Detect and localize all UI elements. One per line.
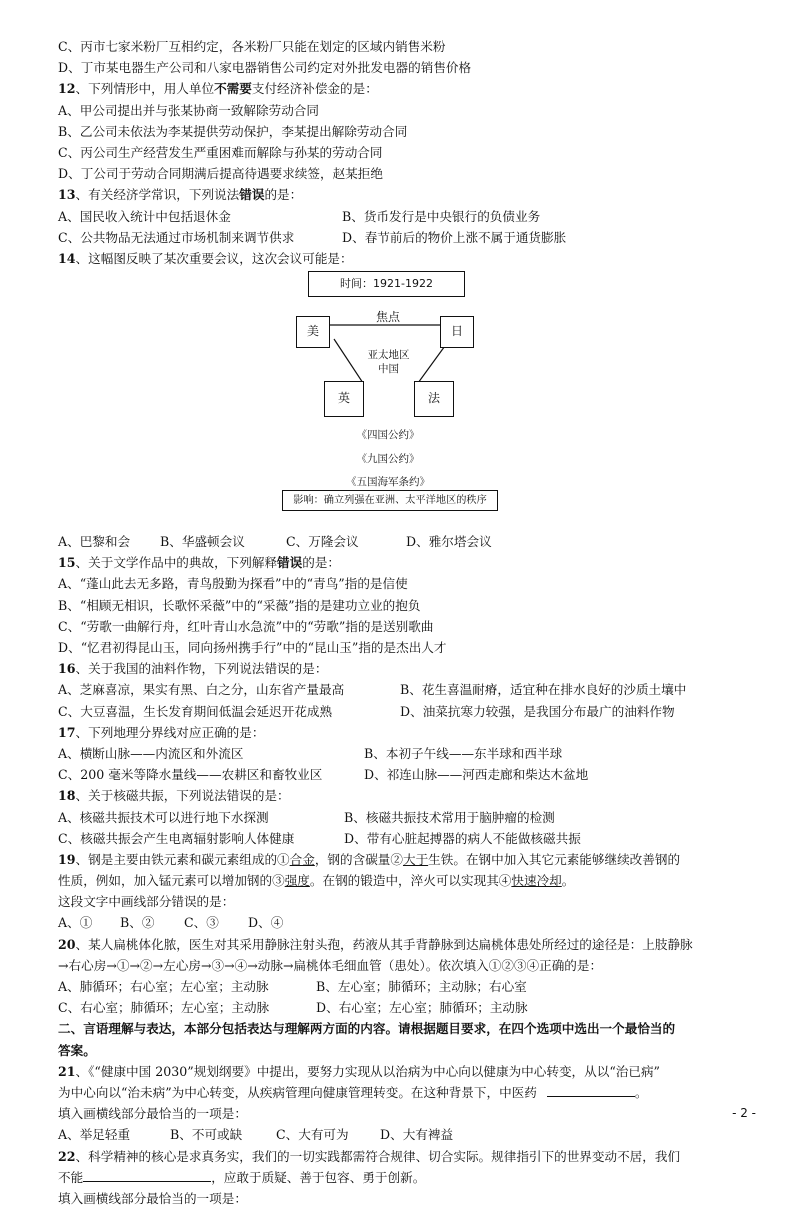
q17-option-d: D、祁连山脉——河西走廊和柴达木盆地 [364, 767, 589, 783]
q19-underline-3: 强度 [284, 873, 310, 889]
q13-keyword: 错误 [239, 187, 265, 203]
q13-option-a: A、国民收入统计中包括退休金 [58, 208, 231, 224]
china-label: 中国 [378, 363, 399, 376]
q22-stem-line1 [58, 1146, 758, 1167]
q18-option-c: C、核磁共振会产生电离辐射影响人体健康 [58, 830, 295, 846]
q22-answer-blank [83, 1168, 211, 1182]
q19-underline-1: 合金 [289, 851, 315, 867]
q21-option-c: C、大有可为 [276, 1127, 349, 1143]
q22-text-2b: ，应敢于质疑、善于包容、勇于创新。 [211, 1169, 426, 1185]
q20-stem-line1 [58, 934, 758, 955]
q15-option-c: C、“劳歌一曲解行舟，红叶青山水急流”中的“劳歌”指的是送别歌曲 [58, 618, 434, 634]
q20-option-b: B、左心室；肺循环；主动脉；右心室 [316, 979, 527, 994]
q19-number: 19 [58, 851, 76, 867]
q13-stem [58, 184, 758, 205]
q17-option-c: C、200 毫米等降水量线——农耕区和畜牧业区 [58, 767, 323, 783]
q12-option-b: B、乙公司未依法为李某提供劳动保护，李某提出解除劳动合同 [58, 123, 408, 139]
q17-stem-text: 、下列地理分界线对应正确的是： [75, 724, 265, 740]
q14-stem-text: 、这幅图反映了某次重要会议，这次会议可能是： [75, 250, 353, 266]
q19-option-b: B、② [120, 915, 155, 931]
q15-option-b: B、“相顾无相识，长歌怀采薇”中的“采薇”指的是建功立业的抱负 [58, 597, 421, 613]
uk-label: 英 [337, 391, 350, 406]
q15-stem [58, 552, 758, 573]
section-2-heading-line2: 答案。 [58, 1042, 96, 1058]
q13-option-b: B、货币发行是中央银行的负债业务 [342, 208, 541, 224]
q13-option-c: C、公共物品无法通过市场机制来调节供求 [58, 229, 295, 245]
q16-options-row1 [58, 679, 758, 700]
q15-option-d: D、“忆君初得昆山玉，同向扬州携手行”中的“昆山玉”指的是杰出人才 [58, 640, 447, 655]
q15-number: 15 [58, 555, 76, 571]
q18-options-row1 [58, 807, 758, 828]
q19-options [58, 912, 758, 933]
q21-text-2: 为中心向以“治未病”为中心转变，从疾病管理向健康管理转变。在这种背景下，中医药 [58, 1084, 537, 1100]
q12-option-a: A、甲公司提出并与张某协商一致解除劳动合同 [58, 102, 319, 118]
usa-label: 美 [306, 324, 319, 339]
q17-option-b: B、本初子午线——东半球和西半球 [364, 745, 563, 761]
q18-stem-text: 、关于核磁共振，下列说法错误的是： [75, 788, 290, 804]
treaty-five-power-naval: 《五国海军条约》 [346, 476, 430, 489]
q19-text-6: 。 [561, 873, 575, 889]
q12-stem-post: 支付经济补偿金的是： [251, 81, 378, 97]
q19-stem-line2 [58, 870, 758, 891]
q14-number: 14 [58, 250, 76, 266]
q15-stem-post: 的是： [302, 555, 340, 571]
q21-option-d: D、大有裨益 [380, 1127, 454, 1143]
q21-number: 21 [58, 1063, 76, 1079]
q17-option-a: A、横断山脉——内流区和外流区 [58, 745, 244, 761]
japan-label: 日 [450, 324, 463, 339]
q14-option-b: B、华盛顿会议 [160, 534, 245, 550]
q21-answer-blank [547, 1083, 635, 1097]
q19-underline-4: 快速冷却 [511, 873, 562, 889]
japan-box [440, 316, 474, 348]
q19-text-2: ，钢的含碳量② [314, 851, 403, 867]
q12-stem-pre: 、下列情形中，用人单位 [75, 81, 215, 97]
q18-option-a: A、核磁共振技术可以进行地下水探测 [58, 809, 269, 825]
q13-options-row1 [58, 206, 758, 227]
q22-text-2a: 不能 [58, 1169, 84, 1185]
q18-options-row2 [58, 828, 758, 849]
q14-option-a: A、巴黎和会 [58, 534, 131, 550]
q21-options [58, 1124, 758, 1145]
france-box [414, 381, 454, 417]
q13-stem-post: 的是： [264, 187, 303, 203]
section-2-heading-line1: 二、言语理解与表达，本部分包括表达与理解两方面的内容。请根据题目要求，在四个选项中选出一个最恰当的 [58, 1021, 676, 1037]
q22-text-1: 、科学精神的核心是求真务实，我们的一切实践都需符合规律、切合实际。规律指引下的世界变动不居，我们 [75, 1148, 681, 1164]
q19-option-a: A、① [58, 915, 93, 931]
q20-stem-line2: →右心房→①→②→左心房→③→④→动脉→扁桃体毛细血管（患处）。依次填入①②③④正确的是： [58, 957, 603, 973]
q14-option-d: D、雅尔塔会议 [406, 534, 492, 550]
q22-number: 22 [58, 1148, 76, 1164]
q16-options-row2 [58, 701, 758, 722]
q19-stem-line1 [58, 849, 758, 870]
q20-option-a: A、肺循环；右心室；左心室；主动脉 [58, 979, 269, 994]
treaty-nine-power: 《九国公约》 [356, 453, 420, 466]
q20-options-row1 [58, 976, 758, 997]
usa-box [296, 316, 330, 348]
q21-text-end: 。 [634, 1084, 648, 1100]
q21-option-a: A、举足轻重 [58, 1127, 131, 1143]
q16-stem-text: 、关于我国的油料作物，下列说法错误的是： [75, 661, 328, 677]
q13-number: 13 [58, 187, 76, 203]
q17-options-row2 [58, 764, 758, 785]
q12-option-c: C、丙公司生产经营发生严重困难而解除与孙某的劳动合同 [58, 144, 383, 160]
q16-option-a: A、芝麻喜凉，果实有黑、白之分，山东省产量最高 [58, 682, 345, 698]
region-label: 亚太地区 [367, 349, 410, 362]
q18-option-b: B、核磁共振技术常用于脑肿瘤的检测 [344, 809, 555, 825]
q18-stem [58, 785, 758, 806]
q21-stem-line2 [58, 1082, 758, 1103]
q19-text-3: 生铁。在钢中加入其它元素能够继续改善钢的 [428, 851, 681, 867]
q16-option-d: D、油菜抗寒力较强，是我国分布最广的油料作物 [400, 703, 675, 719]
q14-options [58, 531, 758, 552]
q20-option-c: C、右心室；肺循环；左心室；主动脉 [58, 1000, 270, 1016]
uk-box [324, 381, 364, 417]
q12-option-d: D、丁公司于劳动合同期满后提高待遇要求续签，赵某拒绝 [58, 166, 383, 182]
q21-stem-line1 [58, 1061, 758, 1082]
q12-keyword: 不需要 [214, 81, 252, 97]
q19-option-c: C、③ [184, 915, 219, 931]
q14-option-c: C、万隆会议 [286, 534, 359, 550]
q16-stem [58, 658, 758, 679]
q19-text-1: 、钢是主要由铁元素和碳元素组成的① [75, 851, 290, 867]
q19-ask: 这段文字中画线部分错误的是： [58, 894, 235, 910]
conference-diagram [58, 269, 758, 531]
q16-option-b: B、花生喜温耐瘠，适宜种在排水良好的沙质土壤中 [400, 682, 687, 698]
exam-page [58, 36, 758, 1209]
q21-option-b: B、不可或缺 [170, 1127, 243, 1143]
q13-stem-pre: 、有关经济学常识，下列说法 [75, 187, 240, 203]
q18-number: 18 [58, 788, 76, 804]
q11-option-c: C、丙市七家米粉厂互相约定，各米粉厂只能在划定的区域内销售米粉 [58, 39, 446, 54]
france-label: 法 [427, 391, 440, 406]
q16-number: 16 [58, 661, 76, 677]
q13-options-row2 [58, 227, 758, 248]
q19-underline-2: 大于 [402, 851, 429, 867]
q20-options-row2 [58, 997, 758, 1018]
q15-option-a: A、“蓬山此去无多路，青鸟殷勤为探看”中的“青鸟”指的是信使 [58, 576, 408, 592]
q18-option-d: D、带有心脏起搏器的病人不能做核磁共振 [344, 830, 581, 846]
q15-keyword: 错误 [277, 555, 303, 571]
q19-text-4: 性质，例如，加入锰元素可以增加钢的③ [58, 873, 285, 889]
q14-stem [58, 248, 758, 269]
focus-label: 焦点 [375, 310, 400, 325]
q19-option-d: D、④ [248, 915, 284, 931]
q19-text-5: 。在钢的锻造中，淬火可以实现其④ [309, 873, 512, 889]
q12-stem [58, 78, 758, 99]
q11-option-d: D、丁市某电器生产公司和八家电器销售公司约定对外批发电器的销售价格 [58, 60, 472, 76]
impact-label: 影响：确立列强在亚洲、太平洋地区的秩序 [293, 494, 487, 506]
q22-stem-line2 [58, 1167, 758, 1188]
page-number: - 2 - [732, 1106, 756, 1120]
q16-option-c: C、大豆喜温，生长发育期间低温会延迟开花成熟 [58, 703, 333, 719]
q22-ask: 填入画横线部分最恰当的一项是： [58, 1190, 247, 1206]
impact-box [282, 490, 498, 511]
q20-text-1: 、某人扁桃体化脓，医生对其采用静脉注射头孢，药液从其手背静脉到达扁桃体患处所经过的途径是：上肢静脉 [75, 936, 693, 952]
q20-option-d: D、右心室；左心室；肺循环；主动脉 [316, 1000, 528, 1016]
q21-text-1: 、《“健康中国 2030”规划纲要》中提出，要努力实现从以治病为中心向以健康为中心转变，从以“治已病” [75, 1063, 660, 1079]
treaty-four-power: 《四国公约》 [356, 429, 420, 442]
q17-options-row1 [58, 743, 758, 764]
q12-number: 12 [58, 81, 76, 97]
q17-stem [58, 722, 758, 743]
q17-number: 17 [58, 724, 76, 740]
q20-number: 20 [58, 936, 76, 952]
q15-stem-pre: 、关于文学作品中的典故，下列解释 [75, 555, 278, 571]
q13-option-d: D、春节前后的物价上涨不属于通货膨胀 [342, 229, 567, 245]
time-label: 时间：1921-1922 [340, 277, 433, 291]
q21-ask: 填入画横线部分最恰当的一项是： [58, 1106, 247, 1122]
